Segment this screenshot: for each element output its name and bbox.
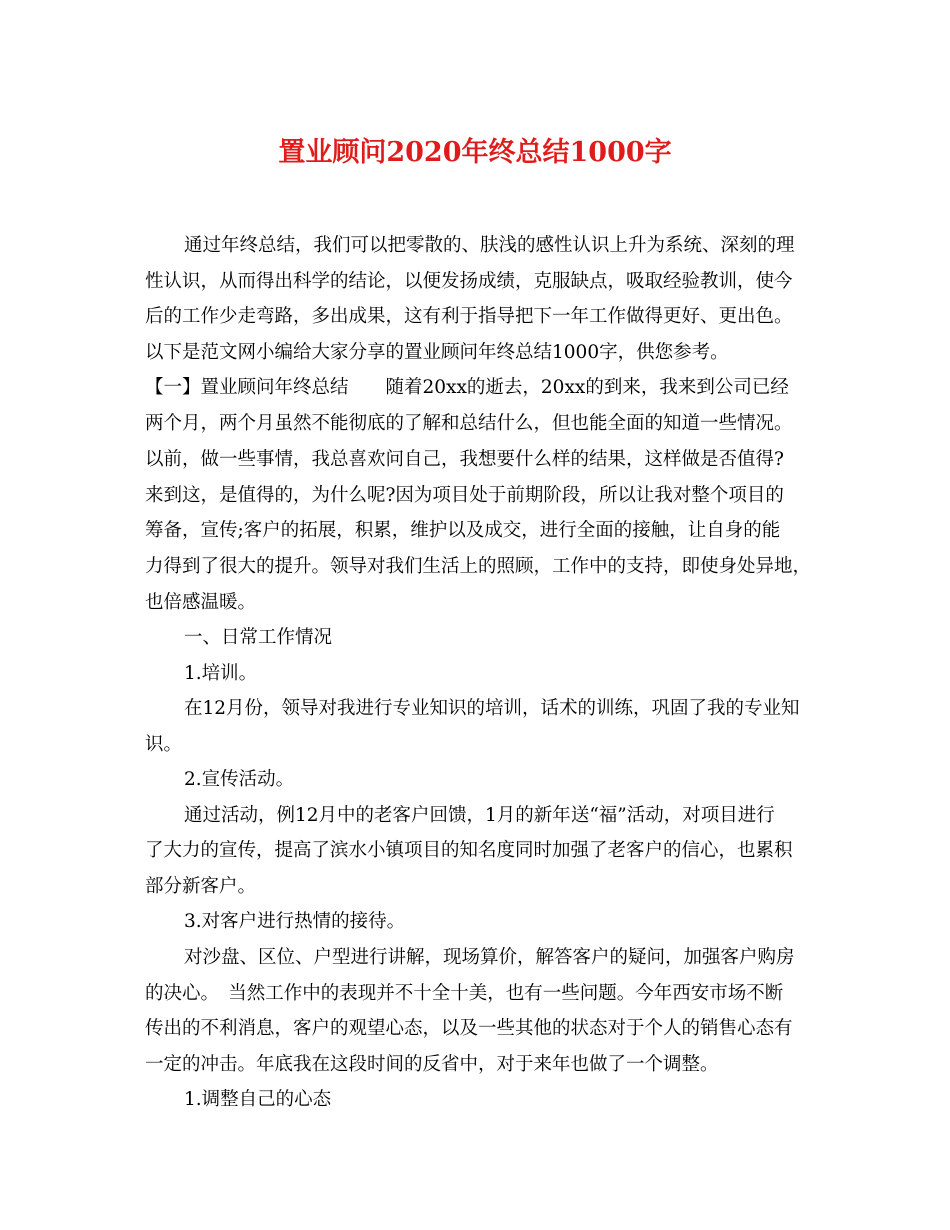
paragraph-line: 传出的不利消息，客户的观望心态，以及一些其他的状态对于个人的销售心态有 xyxy=(145,1018,793,1039)
document-title: 置业顾问2020年终总结1000字 xyxy=(278,137,672,168)
paragraph-line: 也倍感温暖。 xyxy=(145,592,257,613)
paragraph-line: 部分新客户。 xyxy=(145,876,257,897)
paragraph-line: 了大力的宣传，提高了滨水小镇项目的知名度同时加强了老客户的信心，也累积 xyxy=(145,840,793,861)
paragraph-line: 通过活动，例12月中的老客户回馈，1月的新年送“福”活动，对项目进行 xyxy=(184,805,775,826)
subsection-heading: 1.培训。 xyxy=(184,663,258,684)
paragraph-line: 【一】置业顾问年终总结 随着20xx的逝去，20xx的到来，我来到公司已经 xyxy=(145,377,789,398)
paragraph-line: 以前，做一些事情，我总喜欢问自己，我想要什么样的结果，这样做是否值得? xyxy=(145,449,784,470)
paragraph-line: 性认识，从而得出科学的结论，以便发扬成绩，克服缺点，吸取经验教训，使今 xyxy=(145,271,793,292)
paragraph-line: 来到这，是值得的，为什么呢?因为项目处于前期阶段，所以让我对整个项目的 xyxy=(145,485,784,506)
subsection-heading: 3.对客户进行热情的接待。 xyxy=(184,911,406,932)
paragraph-line: 两个月，两个月虽然不能彻底的了解和总结什么，但也能全面的知道一些情况。 xyxy=(145,413,793,434)
paragraph-line: 在12月份，领导对我进行专业知识的培训，话术的训练，巩固了我的专业知 xyxy=(184,698,800,719)
paragraph-line: 一定的冲击。年底我在这段时间的反省中，对于来年也做了一个调整。 xyxy=(145,1054,719,1075)
paragraph-line: 识。 xyxy=(145,734,183,755)
paragraph-line: 的决心。 当然工作中的表现并不十全十美，也有一些问题。今年西安市场不断 xyxy=(145,983,784,1004)
paragraph-line: 对沙盘、区位、户型进行讲解，现场算价，解答客户的疑问，加强客户购房 xyxy=(184,947,795,968)
section-heading: 一、日常工作情况 xyxy=(184,627,333,648)
subsection-heading: 1.调整自己的心态 xyxy=(184,1089,332,1110)
subsection-heading: 2.宣传活动。 xyxy=(184,769,295,790)
paragraph-line: 后的工作少走弯路，多出成果，这有利于指导把下一年工作做得更好、更出色。 xyxy=(145,306,793,327)
paragraph-line: 通过年终总结，我们可以把零散的、肤浅的感性认识上升为系统、深刻的理 xyxy=(184,235,795,256)
paragraph-line: 以下是范文网小编给大家分享的置业顾问年终总结1000字，供您参考。 xyxy=(145,342,729,363)
paragraph-line: 力得到了很大的提升。领导对我们生活上的照顾，工作中的支持，即使身处异地， xyxy=(145,556,812,577)
paragraph-line: 筹备，宣传;客户的拓展，积累，维护以及成交，进行全面的接触，让自身的能 xyxy=(145,520,781,541)
